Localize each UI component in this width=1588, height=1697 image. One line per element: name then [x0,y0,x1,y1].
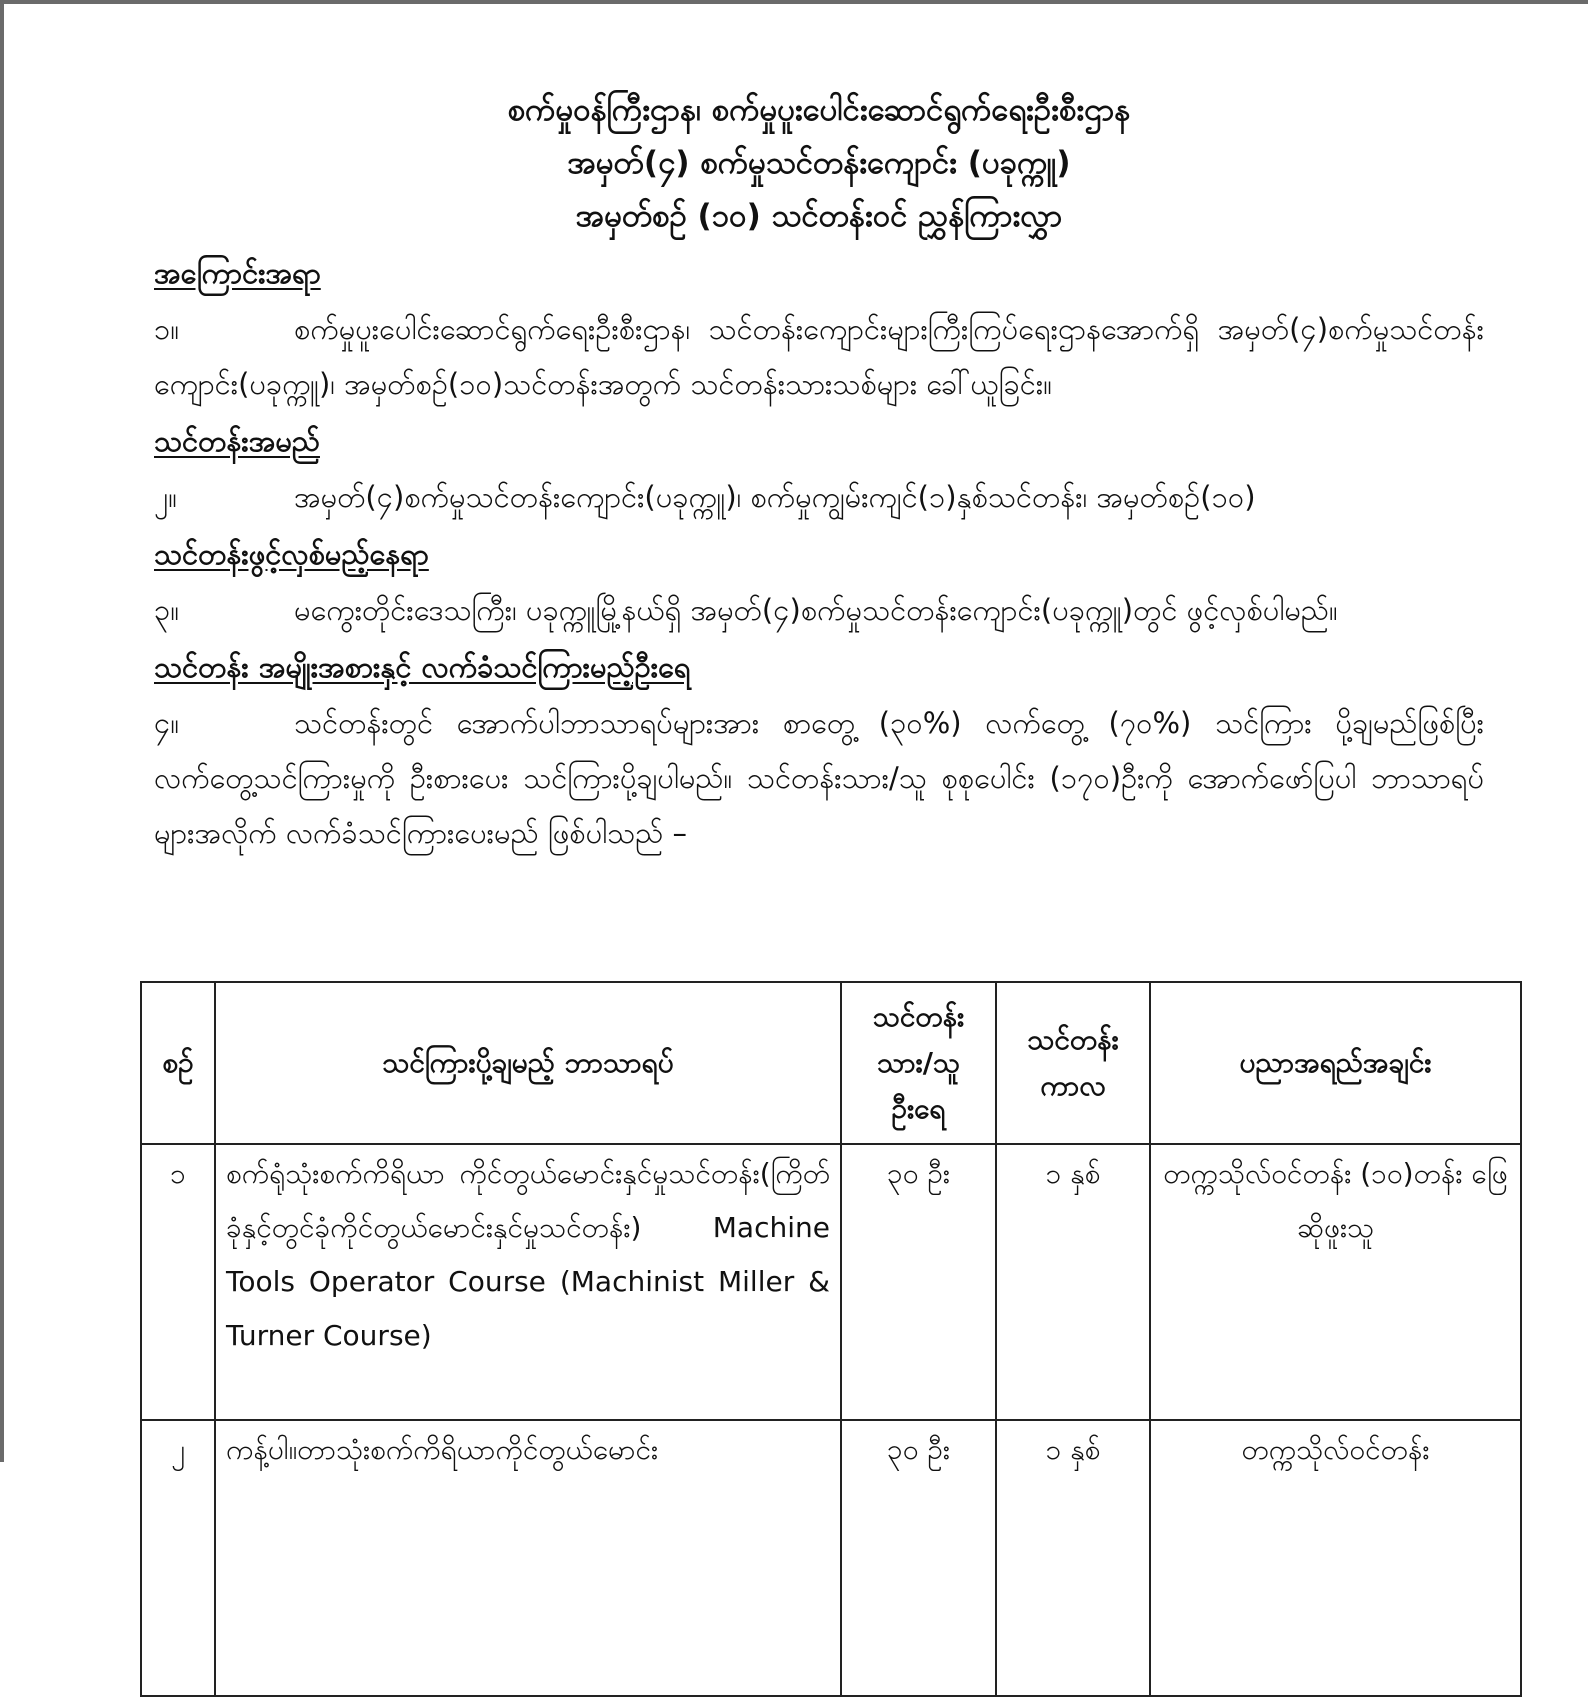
cell-subject: စက်ရုံသုံးစက်ကိရိယာ ကိုင်တွယ်မောင်းနှင်မှုသင်တန်း(ကြိတ်ခုံနှင့်တွင်ခုံကိုင်တွယ်မောင်းနှင်မှုသင်တန်း) Machine Tools Operator Course (Machinist Miller & Turner Course) [215,1144,841,1420]
title-instruction: အမှတ်စဉ် (၁၀) သင်တန်းဝင် ညွှန်ကြားလွှာ [575,198,1063,234]
header-subject: သင်ကြားပို့ချမည့် ဘာသာရပ် [215,982,841,1144]
document-page [4,4,1588,1466]
cell-no: ၁ [141,1144,215,1420]
header-count: သင်တန်း သား/သူ ဦးရေ [841,982,996,1144]
section-heading-course-name: သင်တန်းအမည် [154,424,320,458]
header-duration: သင်တန်း ကာလ [996,982,1150,1144]
title-ministry: စက်မှုဝန်ကြီးဌာန၊ စက်မှုပူးပေါင်းဆောင်ရွက်ရေးဦးစီးဌာန [507,92,1131,128]
cell-count: ၃၀ ဦး [841,1144,996,1420]
cell-education: တက္ကသိုလ်ဝင်တန်း (၁၀)တန်း ဖြေဆိုဖူးသူ [1150,1144,1521,1420]
paragraph-number: ၁။ [154,312,180,346]
paragraph-text: သင်တန်းတွင် အောက်ပါဘာသာရပ်များအား စာတွေ့ (၃၀%) လက်တွေ့ (၇၀%) သင်ကြား ပို့ချမည်ဖြစ်ပြီး လက်တွေ့သင်ကြားမှုကို ဦးစားပေး သင်ကြားပို့ချပါမည်။ သင်တန်းသား/သူ စုစုပေါင်း (၁၇၀)ဦးကို အောက်ဖော်ပြပါ ဘာသာရပ်များအလိုက် လက်ခံသင်ကြားပေးမည် ဖြစ်ပါသည် – [154,706,1484,850]
header-education: ပညာအရည်အချင်း [1150,982,1521,1144]
paragraph-text: အမှတ်(၄)စက်မှုသင်တန်းကျောင်း(ပခုက္ကူ)၊ စက်မှုကျွမ်းကျင်(၁)နှစ်သင်တန်း၊ အမှတ်စဉ်(၁၀) [294,480,1256,514]
cell-duration: ၁ နှစ် [996,1144,1150,1420]
paragraph-number: ၃။ [154,593,180,627]
paragraph-number: ၄။ [154,706,180,740]
cell-education: တက္ကသိုလ်ဝင်တန်း [1150,1420,1521,1696]
table-row [141,1420,1521,1696]
section-paragraph-course-types [154,696,1484,861]
cell-subject: ကန့်ပါ။တာသုံးစက်ကိရိယာကိုင်တွယ်မောင်း [215,1420,841,1696]
cell-no: ၂ [141,1420,215,1696]
section-heading-location: သင်တန်းဖွင့်လှစ်မည့်နေရာ [154,537,429,571]
section-heading-subject: အကြောင်းအရာ [154,256,321,290]
table-header-row [141,982,1521,1144]
cell-count: ၃၀ ဦး [841,1420,996,1696]
document-title [304,84,1334,243]
table-row [141,1144,1521,1420]
section-paragraph-course-name [154,470,1484,525]
section-heading-course-types: သင်တန်း အမျိုးအစားနှင့် လက်ခံသင်ကြားမည့်ဦးရေ [154,650,691,684]
document-body [154,244,1484,861]
section-paragraph-location [154,583,1484,638]
courses-table [140,981,1522,1697]
title-school: အမှတ်(၄) စက်မှုသင်တန်းကျောင်း (ပခုက္ကူ) [567,145,1071,181]
paragraph-text: မကွေးတိုင်းဒေသကြီး၊ ပခုက္ကူမြို့နယ်ရှိ အမှတ်(၄)စက်မှုသင်တန်းကျောင်း(ပခုက္ကူ)တွင် ဖွင့်လှစ်ပါမည်။ [294,593,1338,627]
paragraph-text: စက်မှုပူးပေါင်းဆောင်ရွက်ရေးဦးစီးဌာန၊ သင်တန်းကျောင်းများကြီးကြပ်ရေးဌာနအောက်ရှိ အမှတ်(၄)စက်မှုသင်တန်းကျောင်း(ပခုက္ကူ)၊ အမှတ်စဉ်(၁၀)သင်တန်းအတွက် သင်တန်းသားသစ်များ ခေါ်ယူခြင်း။ [154,312,1484,401]
header-no: စဉ် [141,982,215,1144]
section-paragraph-subject [154,302,1484,412]
paragraph-number: ၂။ [154,480,178,514]
cell-duration: ၁ နှစ် [996,1420,1150,1696]
